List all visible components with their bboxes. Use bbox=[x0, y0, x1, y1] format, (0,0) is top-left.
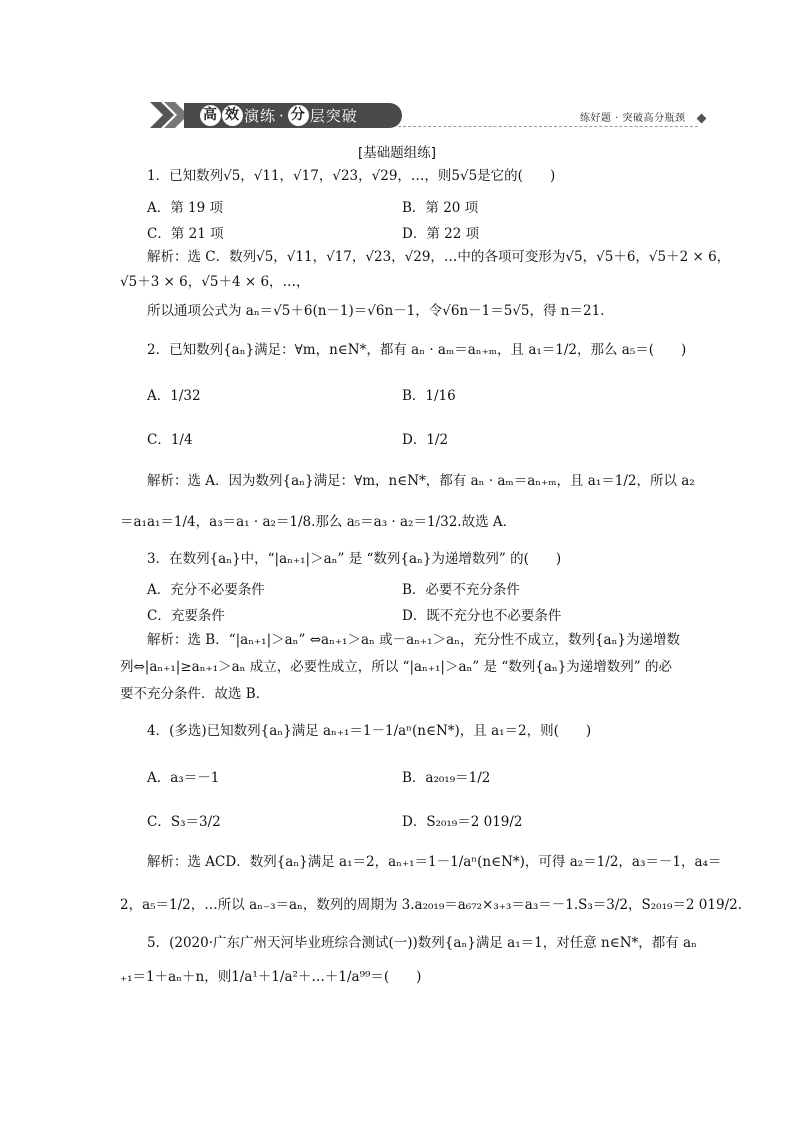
banner-char-3: 分 bbox=[288, 105, 309, 126]
q3-option-b: B．必要不充分条件 bbox=[402, 582, 520, 598]
q4-option-d: D．S₂₀₁₉＝2 019/2 bbox=[402, 814, 523, 830]
q1-option-c: C．第 21 项 bbox=[147, 226, 224, 242]
q3-option-c: C．充要条件 bbox=[147, 608, 225, 624]
q5-stem-line-1: 5．(2020·广东广州天河毕业班综合测试(一))数列{aₙ}满足 a₁＝1，对任意 n∈N*，都有 aₙ bbox=[147, 935, 697, 951]
banner-text-1: 演练 bbox=[244, 107, 277, 125]
q1-stem: 1．已知数列√5，√11，√17，√23，√29，…，则5√5是它的( ) bbox=[147, 168, 556, 184]
q3-analysis-line-2: 列⇔|aₙ₊₁|≥aₙ₊₁＞aₙ 成立，必要性成立，所以 “|aₙ₊₁|＞aₙ” 是 “数列{aₙ}为递增数列” 的必 bbox=[120, 659, 673, 675]
q3-analysis-line-1: 解析：选 B．“|aₙ₊₁|＞aₙ” ⇔aₙ₊₁＞aₙ 或－aₙ₊₁＞aₙ，充分性不成立，数列{aₙ}为递增数 bbox=[147, 632, 681, 648]
q2-stem: 2．已知数列{aₙ}满足：∀m，n∈N*，都有 aₙ · aₘ＝aₙ₊ₘ，且 a₁＝1/2，那么 a₅＝( ) bbox=[147, 342, 687, 358]
q2-option-a: A．1/32 bbox=[147, 388, 201, 404]
q3-option-a: A．充分不必要条件 bbox=[147, 582, 265, 598]
q4-analysis-line-2: 2，a₅＝1/2，…所以 aₙ₋₃＝aₙ，数列的周期为 3.a₂₀₁₉＝a₆₇₂×₃₊₃＝a₃＝－1.S₃＝3/2，S₂₀₁₉＝2 019/2. bbox=[120, 897, 742, 913]
q3-stem: 3．在数列{aₙ}中，“|aₙ₊₁|＞aₙ” 是 “数列{aₙ}为递增数列” 的( ) bbox=[147, 551, 562, 567]
q4-option-c: C．S₃＝3/2 bbox=[147, 814, 221, 830]
q1-analysis-line-1: 解析：选 C．数列√5，√11，√17，√23，√29，…中的各项可变形为√5，√5＋6，√5＋2 × 6， bbox=[147, 249, 731, 265]
q2-option-d: D．1/2 bbox=[402, 432, 449, 448]
q4-option-a: A．a₃＝－1 bbox=[147, 770, 220, 786]
q2-analysis-line-2: ＝a₁a₁＝1/4，a₃＝a₁ · a₂＝1/8.那么 a₅＝a₃ · a₂＝1/32.故选 A． bbox=[120, 514, 517, 530]
section-banner bbox=[150, 100, 400, 130]
q4-option-b: B．a₂₀₁₉＝1/2 bbox=[402, 770, 491, 786]
q4-stem: 4．(多选)已知数列{aₙ}满足 aₙ₊₁＝1－1/aⁿ(n∈N*)，且 a₁＝2，则( ) bbox=[147, 723, 592, 739]
q1-option-b: B．第 20 项 bbox=[402, 200, 479, 216]
q2-option-b: B．1/16 bbox=[402, 388, 456, 404]
q1-option-a: A．第 19 项 bbox=[147, 200, 224, 216]
q5-stem-line-2: ₊₁＝1＋aₙ＋n，则1/a¹＋1/a²＋…＋1/a⁹⁹＝( ) bbox=[120, 969, 422, 985]
banner-char-1: 高 bbox=[200, 105, 221, 126]
q2-analysis-line-1: 解析：选 A．因为数列{aₙ}满足：∀m，n∈N*，都有 aₙ · aₘ＝aₙ₊ₘ，且 a₁＝1/2，所以 a₂ bbox=[147, 473, 695, 489]
banner-text-2: 层突破 bbox=[309, 107, 358, 125]
banner-title bbox=[184, 103, 402, 128]
banner-char-2: 效 bbox=[222, 105, 243, 126]
q1-analysis-line-2: √5＋3 × 6，√5＋4 × 6，…， bbox=[120, 274, 310, 290]
section-title: [基础题组练] bbox=[357, 145, 437, 161]
q3-analysis-line-3: 要不充分条件．故选 B． bbox=[120, 686, 270, 702]
header-tagline: 练好题 · 突破高分瓶颈 bbox=[580, 113, 686, 124]
diamond-icon bbox=[697, 114, 707, 124]
banner-dot: · bbox=[279, 106, 285, 125]
q3-option-d: D．既不充分也不必要条件 bbox=[402, 608, 562, 624]
q2-option-c: C．1/4 bbox=[147, 432, 193, 448]
q1-option-d: D．第 22 项 bbox=[402, 226, 480, 242]
q1-analysis-line-3: 所以通项公式为 aₙ＝√5＋6(n－1)＝√6n－1，令√6n－1＝5√5，得 n＝21. bbox=[147, 303, 605, 319]
banner-divider bbox=[398, 126, 698, 127]
q4-analysis-line-1: 解析：选 ACD．数列{aₙ}满足 a₁＝2，aₙ₊₁＝1－1/aⁿ(n∈N*)，可得 a₂＝1/2，a₃＝－1，a₄＝ bbox=[147, 854, 722, 870]
